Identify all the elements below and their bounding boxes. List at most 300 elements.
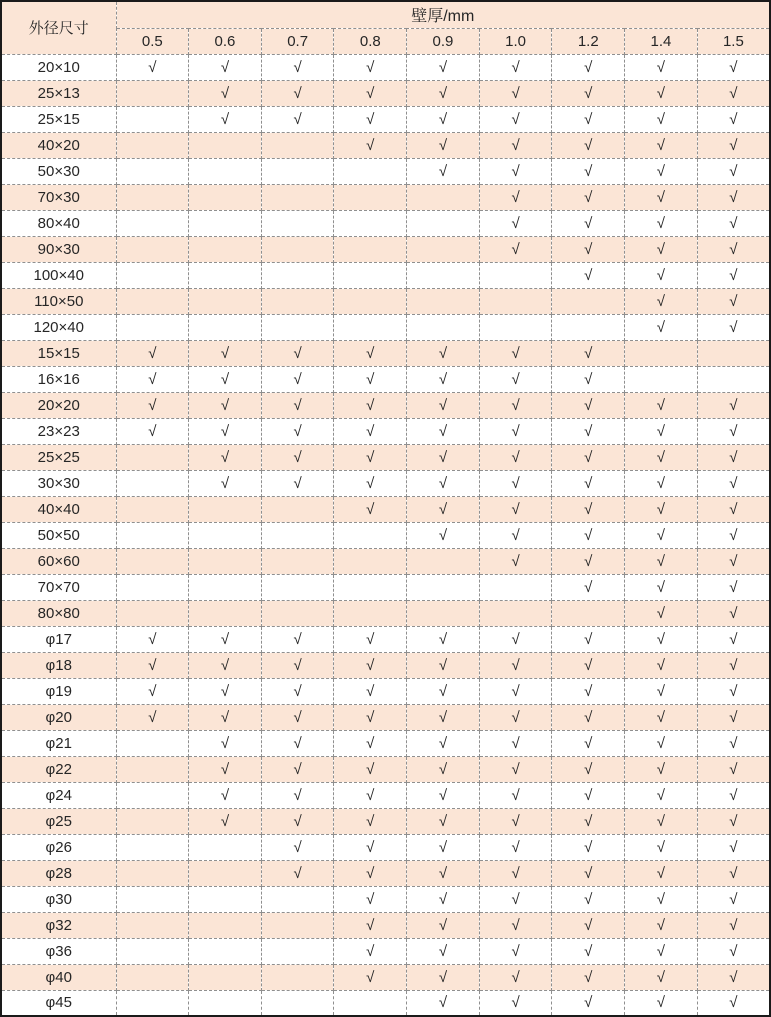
check-cell: √ [407, 392, 480, 418]
row-label: 70×70 [1, 574, 116, 600]
check-cell: √ [625, 886, 698, 912]
check-cell: √ [407, 418, 480, 444]
empty-cell [189, 288, 262, 314]
empty-cell [334, 314, 407, 340]
check-cell: √ [189, 470, 262, 496]
empty-cell [116, 80, 189, 106]
empty-cell [334, 574, 407, 600]
row-label: φ25 [1, 808, 116, 834]
empty-cell [479, 288, 552, 314]
check-cell: √ [479, 548, 552, 574]
check-cell: √ [334, 834, 407, 860]
check-cell: √ [334, 392, 407, 418]
table-row [1, 730, 770, 756]
empty-cell [189, 314, 262, 340]
table-row [1, 262, 770, 288]
empty-cell [116, 444, 189, 470]
check-cell: √ [407, 106, 480, 132]
empty-cell [261, 886, 334, 912]
empty-cell [189, 496, 262, 522]
check-cell: √ [625, 54, 698, 80]
empty-cell [189, 132, 262, 158]
table-row [1, 938, 770, 964]
thickness-column-header: 0.5 [116, 28, 189, 54]
check-cell: √ [625, 860, 698, 886]
check-cell: √ [189, 444, 262, 470]
check-cell: √ [697, 106, 770, 132]
empty-cell [116, 262, 189, 288]
check-cell: √ [697, 184, 770, 210]
empty-cell [116, 236, 189, 262]
check-cell: √ [697, 80, 770, 106]
check-cell: √ [625, 314, 698, 340]
check-cell: √ [625, 990, 698, 1016]
row-label: 50×30 [1, 158, 116, 184]
check-cell: √ [407, 652, 480, 678]
row-label: φ36 [1, 938, 116, 964]
check-cell: √ [479, 158, 552, 184]
check-cell: √ [552, 704, 625, 730]
empty-cell [189, 184, 262, 210]
check-cell: √ [334, 704, 407, 730]
check-cell: √ [116, 652, 189, 678]
check-cell: √ [334, 938, 407, 964]
table-row [1, 860, 770, 886]
check-cell: √ [479, 522, 552, 548]
check-cell: √ [407, 912, 480, 938]
empty-cell [116, 158, 189, 184]
check-cell: √ [697, 392, 770, 418]
check-cell: √ [552, 938, 625, 964]
check-cell: √ [625, 808, 698, 834]
empty-cell [189, 964, 262, 990]
row-label: φ26 [1, 834, 116, 860]
check-cell: √ [479, 366, 552, 392]
check-cell: √ [479, 80, 552, 106]
empty-cell [116, 990, 189, 1016]
check-cell: √ [625, 834, 698, 860]
row-label: 15×15 [1, 340, 116, 366]
empty-cell [697, 340, 770, 366]
check-cell: √ [261, 730, 334, 756]
empty-cell [116, 834, 189, 860]
check-cell: √ [407, 626, 480, 652]
group-header-row [1, 1, 770, 28]
check-cell: √ [116, 366, 189, 392]
check-cell: √ [552, 80, 625, 106]
row-label: 20×10 [1, 54, 116, 80]
check-cell: √ [407, 730, 480, 756]
check-cell: √ [261, 860, 334, 886]
check-cell: √ [625, 184, 698, 210]
empty-cell [334, 262, 407, 288]
check-cell: √ [407, 756, 480, 782]
check-cell: √ [552, 366, 625, 392]
check-cell: √ [697, 314, 770, 340]
check-cell: √ [552, 548, 625, 574]
table-row [1, 106, 770, 132]
empty-cell [189, 938, 262, 964]
table-row [1, 392, 770, 418]
check-cell: √ [116, 626, 189, 652]
table-row [1, 834, 770, 860]
check-cell: √ [479, 756, 552, 782]
table-row [1, 314, 770, 340]
check-cell: √ [479, 418, 552, 444]
check-cell: √ [189, 756, 262, 782]
check-cell: √ [697, 132, 770, 158]
check-cell: √ [334, 808, 407, 834]
check-cell: √ [697, 704, 770, 730]
empty-cell [407, 262, 480, 288]
empty-cell [334, 210, 407, 236]
check-cell: √ [334, 860, 407, 886]
check-cell: √ [116, 54, 189, 80]
table-row [1, 548, 770, 574]
check-cell: √ [552, 158, 625, 184]
table-header [1, 1, 770, 54]
check-cell: √ [625, 288, 698, 314]
check-cell: √ [334, 340, 407, 366]
table-row [1, 990, 770, 1016]
check-cell: √ [625, 236, 698, 262]
check-cell: √ [625, 938, 698, 964]
check-cell: √ [552, 262, 625, 288]
empty-cell [116, 288, 189, 314]
check-cell: √ [334, 730, 407, 756]
check-cell: √ [407, 366, 480, 392]
check-cell: √ [552, 678, 625, 704]
check-cell: √ [116, 392, 189, 418]
check-cell: √ [552, 496, 625, 522]
row-label: φ45 [1, 990, 116, 1016]
check-cell: √ [625, 730, 698, 756]
check-cell: √ [116, 340, 189, 366]
check-cell: √ [334, 470, 407, 496]
table-row [1, 132, 770, 158]
check-cell: √ [334, 366, 407, 392]
check-cell: √ [552, 626, 625, 652]
empty-cell [116, 860, 189, 886]
empty-cell [116, 548, 189, 574]
empty-cell [116, 132, 189, 158]
empty-cell [261, 236, 334, 262]
check-cell: √ [625, 158, 698, 184]
table-row [1, 158, 770, 184]
check-cell: √ [552, 392, 625, 418]
check-cell: √ [334, 886, 407, 912]
wall-thickness-group-header: 壁厚/mm [116, 1, 770, 28]
empty-cell [479, 262, 552, 288]
row-label: φ32 [1, 912, 116, 938]
check-cell: √ [479, 678, 552, 704]
check-cell: √ [479, 210, 552, 236]
check-cell: √ [697, 678, 770, 704]
check-cell: √ [697, 756, 770, 782]
empty-cell [116, 470, 189, 496]
row-label: 70×30 [1, 184, 116, 210]
check-cell: √ [407, 522, 480, 548]
check-cell: √ [625, 678, 698, 704]
empty-cell [407, 600, 480, 626]
check-cell: √ [334, 54, 407, 80]
row-label: 40×40 [1, 496, 116, 522]
check-cell: √ [407, 964, 480, 990]
row-label: φ40 [1, 964, 116, 990]
empty-cell [261, 912, 334, 938]
table-row [1, 652, 770, 678]
check-cell: √ [625, 470, 698, 496]
check-cell: √ [552, 470, 625, 496]
row-label: 120×40 [1, 314, 116, 340]
check-cell: √ [334, 912, 407, 938]
row-label: 90×30 [1, 236, 116, 262]
empty-cell [552, 314, 625, 340]
check-cell: √ [697, 574, 770, 600]
check-cell: √ [479, 106, 552, 132]
empty-cell [189, 600, 262, 626]
check-cell: √ [407, 80, 480, 106]
check-cell: √ [189, 808, 262, 834]
empty-cell [116, 522, 189, 548]
check-cell: √ [697, 808, 770, 834]
empty-cell [261, 184, 334, 210]
check-cell: √ [479, 652, 552, 678]
check-cell: √ [189, 418, 262, 444]
check-cell: √ [479, 496, 552, 522]
check-cell: √ [407, 938, 480, 964]
check-cell: √ [697, 496, 770, 522]
empty-cell [116, 964, 189, 990]
thickness-column-header: 0.9 [407, 28, 480, 54]
empty-cell [625, 340, 698, 366]
check-cell: √ [479, 470, 552, 496]
empty-cell [407, 288, 480, 314]
check-cell: √ [407, 678, 480, 704]
check-cell: √ [479, 626, 552, 652]
empty-cell [334, 288, 407, 314]
row-label: 25×13 [1, 80, 116, 106]
empty-cell [407, 574, 480, 600]
table-row [1, 444, 770, 470]
empty-cell [261, 574, 334, 600]
empty-cell [116, 314, 189, 340]
row-label: 60×60 [1, 548, 116, 574]
check-cell: √ [407, 496, 480, 522]
check-cell: √ [261, 834, 334, 860]
check-cell: √ [552, 132, 625, 158]
check-cell: √ [552, 756, 625, 782]
empty-cell [625, 366, 698, 392]
row-label: 50×50 [1, 522, 116, 548]
check-cell: √ [625, 574, 698, 600]
check-cell: √ [697, 912, 770, 938]
thickness-column-header: 1.5 [697, 28, 770, 54]
check-cell: √ [552, 106, 625, 132]
check-cell: √ [479, 834, 552, 860]
check-cell: √ [189, 652, 262, 678]
check-cell: √ [697, 730, 770, 756]
empty-cell [261, 210, 334, 236]
check-cell: √ [625, 704, 698, 730]
check-cell: √ [479, 808, 552, 834]
row-label: φ20 [1, 704, 116, 730]
check-cell: √ [116, 704, 189, 730]
check-cell: √ [625, 210, 698, 236]
empty-cell [407, 548, 480, 574]
check-cell: √ [407, 470, 480, 496]
check-cell: √ [407, 444, 480, 470]
thickness-column-header: 0.8 [334, 28, 407, 54]
check-cell: √ [334, 80, 407, 106]
check-cell: √ [407, 704, 480, 730]
empty-cell [189, 886, 262, 912]
check-cell: √ [334, 626, 407, 652]
thickness-column-header: 0.7 [261, 28, 334, 54]
check-cell: √ [697, 990, 770, 1016]
check-cell: √ [479, 704, 552, 730]
table-row [1, 418, 770, 444]
table-row [1, 210, 770, 236]
check-cell: √ [407, 834, 480, 860]
check-cell: √ [407, 990, 480, 1016]
empty-cell [189, 158, 262, 184]
row-label: 80×40 [1, 210, 116, 236]
check-cell: √ [334, 444, 407, 470]
check-cell: √ [189, 626, 262, 652]
empty-cell [334, 158, 407, 184]
check-cell: √ [261, 678, 334, 704]
check-cell: √ [261, 418, 334, 444]
check-cell: √ [116, 678, 189, 704]
thickness-column-header: 1.4 [625, 28, 698, 54]
check-cell: √ [261, 340, 334, 366]
check-cell: √ [334, 782, 407, 808]
empty-cell [116, 886, 189, 912]
check-cell: √ [625, 444, 698, 470]
check-cell: √ [334, 496, 407, 522]
row-label: φ21 [1, 730, 116, 756]
check-cell: √ [552, 652, 625, 678]
check-cell: √ [479, 912, 552, 938]
row-label: φ28 [1, 860, 116, 886]
table-row [1, 236, 770, 262]
empty-cell [189, 574, 262, 600]
check-cell: √ [697, 262, 770, 288]
check-cell: √ [334, 964, 407, 990]
check-cell: √ [189, 80, 262, 106]
check-cell: √ [552, 964, 625, 990]
check-cell: √ [625, 496, 698, 522]
row-label: 16×16 [1, 366, 116, 392]
check-cell: √ [407, 132, 480, 158]
check-cell: √ [479, 54, 552, 80]
check-cell: √ [261, 106, 334, 132]
check-cell: √ [479, 236, 552, 262]
table-row [1, 600, 770, 626]
empty-cell [116, 184, 189, 210]
check-cell: √ [189, 730, 262, 756]
empty-cell [189, 548, 262, 574]
empty-cell [189, 262, 262, 288]
check-cell: √ [697, 470, 770, 496]
empty-cell [189, 210, 262, 236]
table-row [1, 574, 770, 600]
check-cell: √ [697, 210, 770, 236]
check-cell: √ [189, 340, 262, 366]
empty-cell [261, 288, 334, 314]
table-row [1, 808, 770, 834]
check-cell: √ [697, 418, 770, 444]
check-cell: √ [189, 704, 262, 730]
row-label: φ22 [1, 756, 116, 782]
check-cell: √ [697, 548, 770, 574]
check-cell: √ [625, 80, 698, 106]
check-cell: √ [552, 782, 625, 808]
thickness-column-header: 0.6 [189, 28, 262, 54]
row-label: 25×15 [1, 106, 116, 132]
empty-cell [116, 808, 189, 834]
empty-cell [334, 184, 407, 210]
check-cell: √ [261, 782, 334, 808]
empty-cell [116, 730, 189, 756]
table-row [1, 470, 770, 496]
empty-cell [189, 522, 262, 548]
row-label: 20×20 [1, 392, 116, 418]
check-cell: √ [625, 782, 698, 808]
check-cell: √ [407, 886, 480, 912]
empty-cell [552, 600, 625, 626]
check-cell: √ [552, 184, 625, 210]
table-row [1, 912, 770, 938]
check-cell: √ [479, 782, 552, 808]
check-cell: √ [697, 54, 770, 80]
empty-cell [116, 782, 189, 808]
outer-size-header: 外径尺寸 [1, 1, 116, 54]
check-cell: √ [189, 392, 262, 418]
empty-cell [407, 236, 480, 262]
check-cell: √ [334, 756, 407, 782]
check-cell: √ [697, 782, 770, 808]
check-cell: √ [552, 444, 625, 470]
check-cell: √ [261, 444, 334, 470]
check-cell: √ [479, 964, 552, 990]
table-row [1, 964, 770, 990]
check-cell: √ [552, 808, 625, 834]
empty-cell [116, 496, 189, 522]
empty-cell [116, 574, 189, 600]
check-cell: √ [697, 600, 770, 626]
check-cell: √ [625, 132, 698, 158]
empty-cell [261, 262, 334, 288]
check-cell: √ [697, 886, 770, 912]
check-cell: √ [261, 626, 334, 652]
check-cell: √ [552, 210, 625, 236]
table-row [1, 340, 770, 366]
check-cell: √ [261, 392, 334, 418]
table-row [1, 184, 770, 210]
empty-cell [479, 600, 552, 626]
check-cell: √ [697, 626, 770, 652]
check-cell: √ [697, 522, 770, 548]
check-cell: √ [552, 522, 625, 548]
check-cell: √ [552, 860, 625, 886]
check-cell: √ [189, 678, 262, 704]
table-row [1, 756, 770, 782]
row-label: φ24 [1, 782, 116, 808]
check-cell: √ [261, 756, 334, 782]
row-label: φ18 [1, 652, 116, 678]
